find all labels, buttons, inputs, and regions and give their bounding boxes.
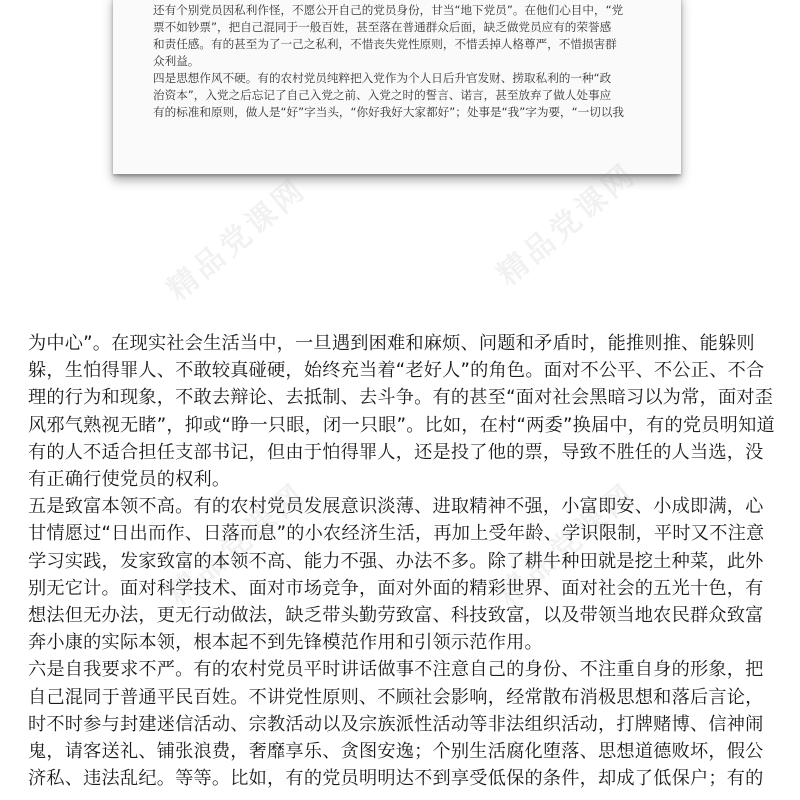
document-body bbox=[28, 330, 778, 795]
body-line: 学习实践，发家致富的本领不高、能力不强、办法不多。除了耕牛种田就是挖土种菜，此外 bbox=[28, 550, 764, 572]
card-line: 还有个别党员因私利作怪，不愿公开自己的党员身份，甘当“地下党员”。在他们心目中，“党 bbox=[153, 3, 624, 17]
body-line: 风邪气熟视无睹”，抑或“睁一只眼，闭一只眼”。比如，在村“两委”换届中，有的党员明知道 bbox=[28, 414, 775, 436]
watermark-text: 精品党课网 bbox=[160, 476, 314, 613]
card-line: 治资本”，入党之后忘记了自己入党之前、入党之时的誓言、诺言，甚至放弃了做人处事应 bbox=[153, 88, 612, 102]
card-line: 四是思想作风不硬。有的农村党员纯粹把入党作为个人日后升官发财、捞取私利的一种“政 bbox=[153, 71, 612, 85]
body-line: 有正确行使党员的权利。 bbox=[28, 469, 231, 491]
body-line: 有的人不适合担任支部书记，但由于怕得罪人，还是投了他的票，导致不胜任的人当选，没 bbox=[28, 441, 764, 463]
body-line: 甘情愿过“日出而作、日落而息”的小农经济生活，再加上受年龄、学识限制，平时又不注意 bbox=[28, 523, 765, 545]
previous-page-card bbox=[113, 0, 681, 174]
previous-page-text bbox=[153, 0, 653, 121]
body-line: 自己混同于普通平民百姓。不讲党性原则、不顾社会影响，经常散布消极思想和落后言论， bbox=[28, 686, 764, 708]
body-line: 为中心”。在现实社会生活当中，一旦遇到困难和麻烦、问题和矛盾时，能推则推、能躲则 bbox=[28, 333, 755, 354]
body-line: 躲，生怕得罪人、不敢较真碰硬，始终充当着“老好人”的角色。面对不公平、不公正、不合 bbox=[28, 360, 765, 382]
body-line: 济私、违法乱纪。等等。比如，有的党员明明达不到享受低保的条件，却成了低保户；有的 bbox=[28, 768, 764, 790]
body-line: 别无它计。面对科学技术、面对市场竞争，面对外面的精彩世界、面对社会的五光十色，有 bbox=[28, 577, 764, 599]
watermark-text: 精品党课网 bbox=[490, 476, 644, 613]
body-line: 理的行为和现象，不敢去辩论、去抵制、去斗争。有的甚至“面对社会黑暗习以为常，面对歪 bbox=[28, 387, 774, 409]
body-line: 奔小康的实际本领，根本起不到先锋模范作用和引领示范作用。 bbox=[28, 632, 543, 654]
body-line: 五是致富本领不高。有的农村党员发展意识淡薄、进取精神不强，小富即安、小成即满，心 bbox=[28, 496, 764, 518]
card-line: 和责任感。有的甚至为了一己之私利，不惜丧失党性原则，不惜丢掉人格尊严，不惜损害群 bbox=[153, 37, 617, 51]
body-line: 想法但无办法，更无行动做法，缺乏带头勤劳致富、科技致富，以及带领当地农民群众致富 bbox=[28, 605, 764, 627]
body-line: 鬼，请客送礼、铺张浪费，奢靡享乐、贪图安逸；个别生活腐化堕落、思想道德败坏，假公 bbox=[28, 741, 764, 763]
card-line: 票不如钞票”，把自己混同于一般百姓，甚至落在普通群众后面，缺乏做党员应有的荣誉感 bbox=[153, 20, 612, 34]
body-line: 时不时参与封建迷信活动、宗教活动以及宗族派性活动等非法组织活动，打牌赌博、信神闹 bbox=[28, 713, 764, 735]
body-line: 六是自我要求不严。有的农村党员平时讲话做事不注意自己的身份、不注重自身的形象，把 bbox=[28, 659, 764, 681]
card-line: 众利益。 bbox=[153, 54, 200, 68]
card-line: 有的标准和原则，做人是“好”字当头，“你好我好大家都好”；处事是“我”字为要，“一切以我 bbox=[153, 105, 625, 119]
